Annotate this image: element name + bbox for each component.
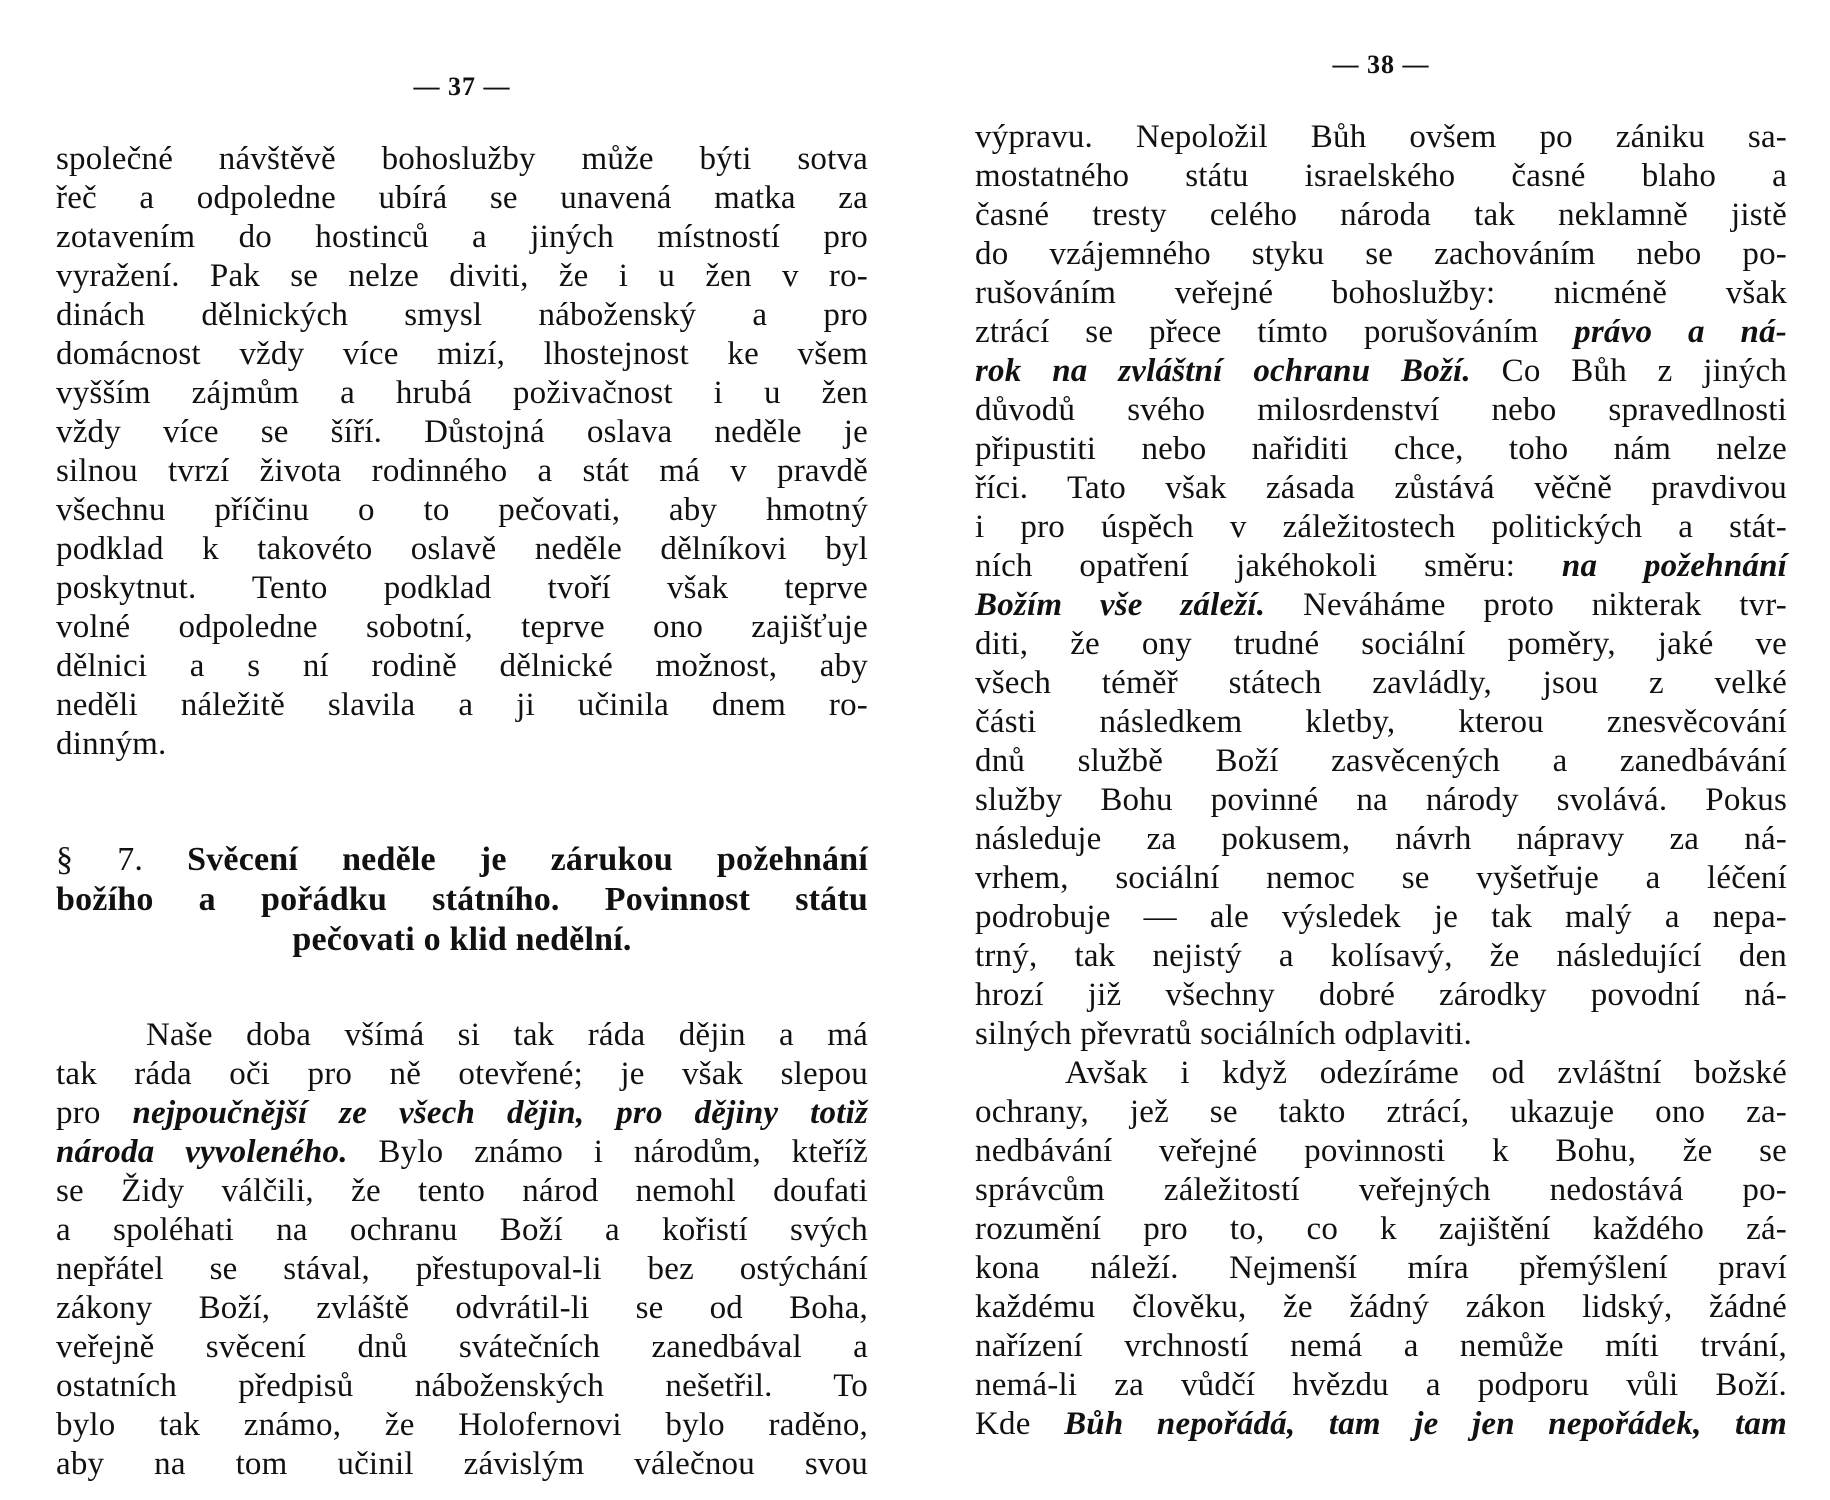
page-body	[56, 140, 868, 1484]
text-line: časné tresty celého národa tak neklamně jistě	[975, 197, 1787, 233]
text-line: bylo tak známo, že Holofernovi bylo raděno,	[56, 1407, 868, 1443]
text-line: hrozí již všechny dobré zárodky povodní ná-	[975, 977, 1787, 1013]
text-line	[975, 547, 1787, 586]
page-body	[975, 118, 1787, 1444]
text-line: kona náleží. Nejmenší míra přemýšlení praví	[975, 1250, 1787, 1286]
text-run: Kde	[975, 1406, 1065, 1442]
text-line: dnů službě Boží zasvěcených a zanedbávání	[975, 743, 1787, 779]
text-line: společné návštěvě bohoslužby může býti sotva	[56, 141, 868, 177]
paragraph	[56, 140, 868, 764]
text-run: pro	[56, 1095, 133, 1131]
paragraph	[975, 118, 1787, 1054]
emphasis: národa vyvoleného.	[56, 1134, 348, 1170]
text-line: zotavením do hostinců a jiných místností pro	[56, 219, 868, 255]
text-line: aby na tom učinil závislým válečnou svou	[56, 1446, 868, 1482]
text-line: Naše doba všímá si tak ráda dějin a má	[146, 1017, 868, 1053]
text-line: dinným.	[56, 726, 167, 762]
text-line: dělnici a s ní rodině dělnické možnost, aby	[56, 648, 868, 684]
text-line	[975, 313, 1787, 352]
paragraph	[975, 1054, 1787, 1444]
text-line: podrobuje — ale výsledek je tak malý a nepa-	[975, 899, 1787, 935]
text-line: podklad k takovéto oslavě neděle dělníkovi byl	[56, 531, 868, 567]
text-run: Neváháme proto nikterak tvr-	[1265, 587, 1787, 623]
emphasis: nejpoučnější ze všech dějin, pro dějiny totiž	[132, 1095, 868, 1131]
text-line: se Židy válčili, že tento národ nemohl doufati	[56, 1173, 868, 1209]
text-line: trný, tak nejistý a kolísavý, že následující den	[975, 938, 1787, 974]
emphasis: Božím vše záleží.	[975, 587, 1266, 623]
emphasis: rok na zvláštní ochranu Boží.	[975, 353, 1471, 389]
text-line: vyražení. Pak se nelze diviti, že i u žen v ro-	[56, 258, 868, 294]
text-line: volné odpoledne sobotní, teprve ono zajišťuje	[56, 609, 868, 645]
section-heading-line-2: božího a pořádku státního. Povinnost státu	[56, 881, 868, 918]
text-line: silných převratů sociálních odplaviti.	[975, 1016, 1472, 1052]
text-line: a spoléhati na ochranu Boží a kořistí svých	[56, 1212, 868, 1248]
emphasis: Bůh nepořádá,	[1064, 1406, 1296, 1442]
text-line: ochrany, jež se takto ztrácí, ukazuje ono za-	[975, 1094, 1787, 1130]
text-line: rušováním veřejné bohoslužby: nicméně však	[975, 275, 1787, 311]
section-symbol: § 7.	[56, 841, 144, 878]
page-number: — 37 —	[413, 72, 511, 101]
text-line	[56, 1094, 868, 1133]
text-line: poskytnut. Tento podklad tvoří však teprve	[56, 570, 868, 606]
text-line: připustiti nebo nařiditi chce, toho nám nelze	[975, 431, 1787, 467]
paragraph	[56, 1016, 868, 1484]
text-line: veřejně svěcení dnů svátečních zanedbával a	[56, 1329, 868, 1365]
emphasis: tam je jen nepořádek, tam	[1295, 1406, 1787, 1442]
text-line: správcům záležitostí veřejných nedostává po-	[975, 1172, 1787, 1208]
section-heading-line-3: pečovati o klid nedělní.	[292, 921, 632, 958]
text-run: Bylo známo i národům, kteříž	[347, 1134, 868, 1170]
text-line: nemá-li za vůdčí hvězdu a podporu vůli Boží.	[975, 1367, 1787, 1403]
text-line: každému člověku, že žádný zákon lidský, žádné	[975, 1289, 1787, 1325]
text-line: nedbávání veřejné povinnosti k Bohu, že se	[975, 1133, 1787, 1169]
text-line: důvodů svého milosrdenství nebo spravedlnosti	[975, 392, 1787, 428]
text-line: neděli náležitě slavila a ji učinila dnem ro-	[56, 687, 868, 723]
text-line	[975, 586, 1787, 625]
text-run: Co Bůh z jiných	[1470, 353, 1787, 389]
text-line: diti, že ony trudné sociální poměry, jaké ve	[975, 626, 1787, 662]
text-line: nařízení vrchností nemá a nemůže míti trvání,	[975, 1328, 1787, 1364]
text-line: vyšším zájmům a hrubá poživačnost i u žen	[56, 375, 868, 411]
text-line: části následkem kletby, kterou znesvěcování	[975, 704, 1787, 740]
emphasis: právo a ná-	[1574, 314, 1787, 350]
text-line: zákony Boží, zvláště odvrátil-li se od Boha,	[56, 1290, 868, 1326]
emphasis: na požehnání	[1561, 548, 1787, 584]
text-line: vrhem, sociální nemoc se vyšetřuje a léčení	[975, 860, 1787, 896]
text-line	[975, 1405, 1787, 1444]
text-line: silnou tvrzí života rodinného a stát má v pravdě	[56, 453, 868, 489]
text-line: všech téměř státech zavládly, jsou z velké	[975, 665, 1787, 701]
text-line: i pro úspěch v záležitostech politických a stát-	[975, 509, 1787, 545]
text-line: ostatních předpisů náboženských nešetřil. To	[56, 1368, 868, 1404]
text-line	[56, 1133, 868, 1172]
text-line: domácnost vždy více mizí, lhostejnost ke všem	[56, 336, 868, 372]
text-line: dinách dělnických smysl náboženský a pro	[56, 297, 868, 333]
section-heading-line-1	[56, 840, 868, 880]
text-line: mostatného státu israelského časné blaho a	[975, 158, 1787, 194]
text-line: následuje za pokusem, návrh nápravy za ná-	[975, 821, 1787, 857]
heading-text: Svěcení neděle je zárukou požehnání	[187, 841, 868, 878]
text-line: říci. Tato však zásada zůstává věčně pravdivou	[975, 470, 1787, 506]
text-line: všechnu příčinu o to pečovati, aby hmotný	[56, 492, 868, 528]
text-run: ztrácí se přece tímto porušováním	[975, 314, 1575, 350]
page-number: — 38 —	[1332, 50, 1430, 79]
text-line: Avšak i když odezíráme od zvláštní božské	[1065, 1055, 1787, 1091]
text-line: do vzájemného styku se zachováním nebo po-	[975, 236, 1787, 272]
text-line: služby Bohu povinné na národy svolává. Pokus	[975, 782, 1787, 818]
text-line: výpravu. Nepoložil Bůh ovšem po zániku sa-	[975, 119, 1787, 155]
text-line: tak ráda oči pro ně otevřené; je však slepou	[56, 1056, 868, 1092]
text-line: rozumění pro to, co k zajištění každého zá-	[975, 1211, 1787, 1247]
text-run: ních opatření jakéhokoli směru:	[975, 548, 1562, 584]
text-line: řeč a odpoledne ubírá se unavená matka za	[56, 180, 868, 216]
text-line: vždy více se šíří. Důstojná oslava neděle je	[56, 414, 868, 450]
text-line: nepřátel se stával, přestupoval-li bez ostýchání	[56, 1251, 868, 1287]
text-line	[975, 352, 1787, 391]
